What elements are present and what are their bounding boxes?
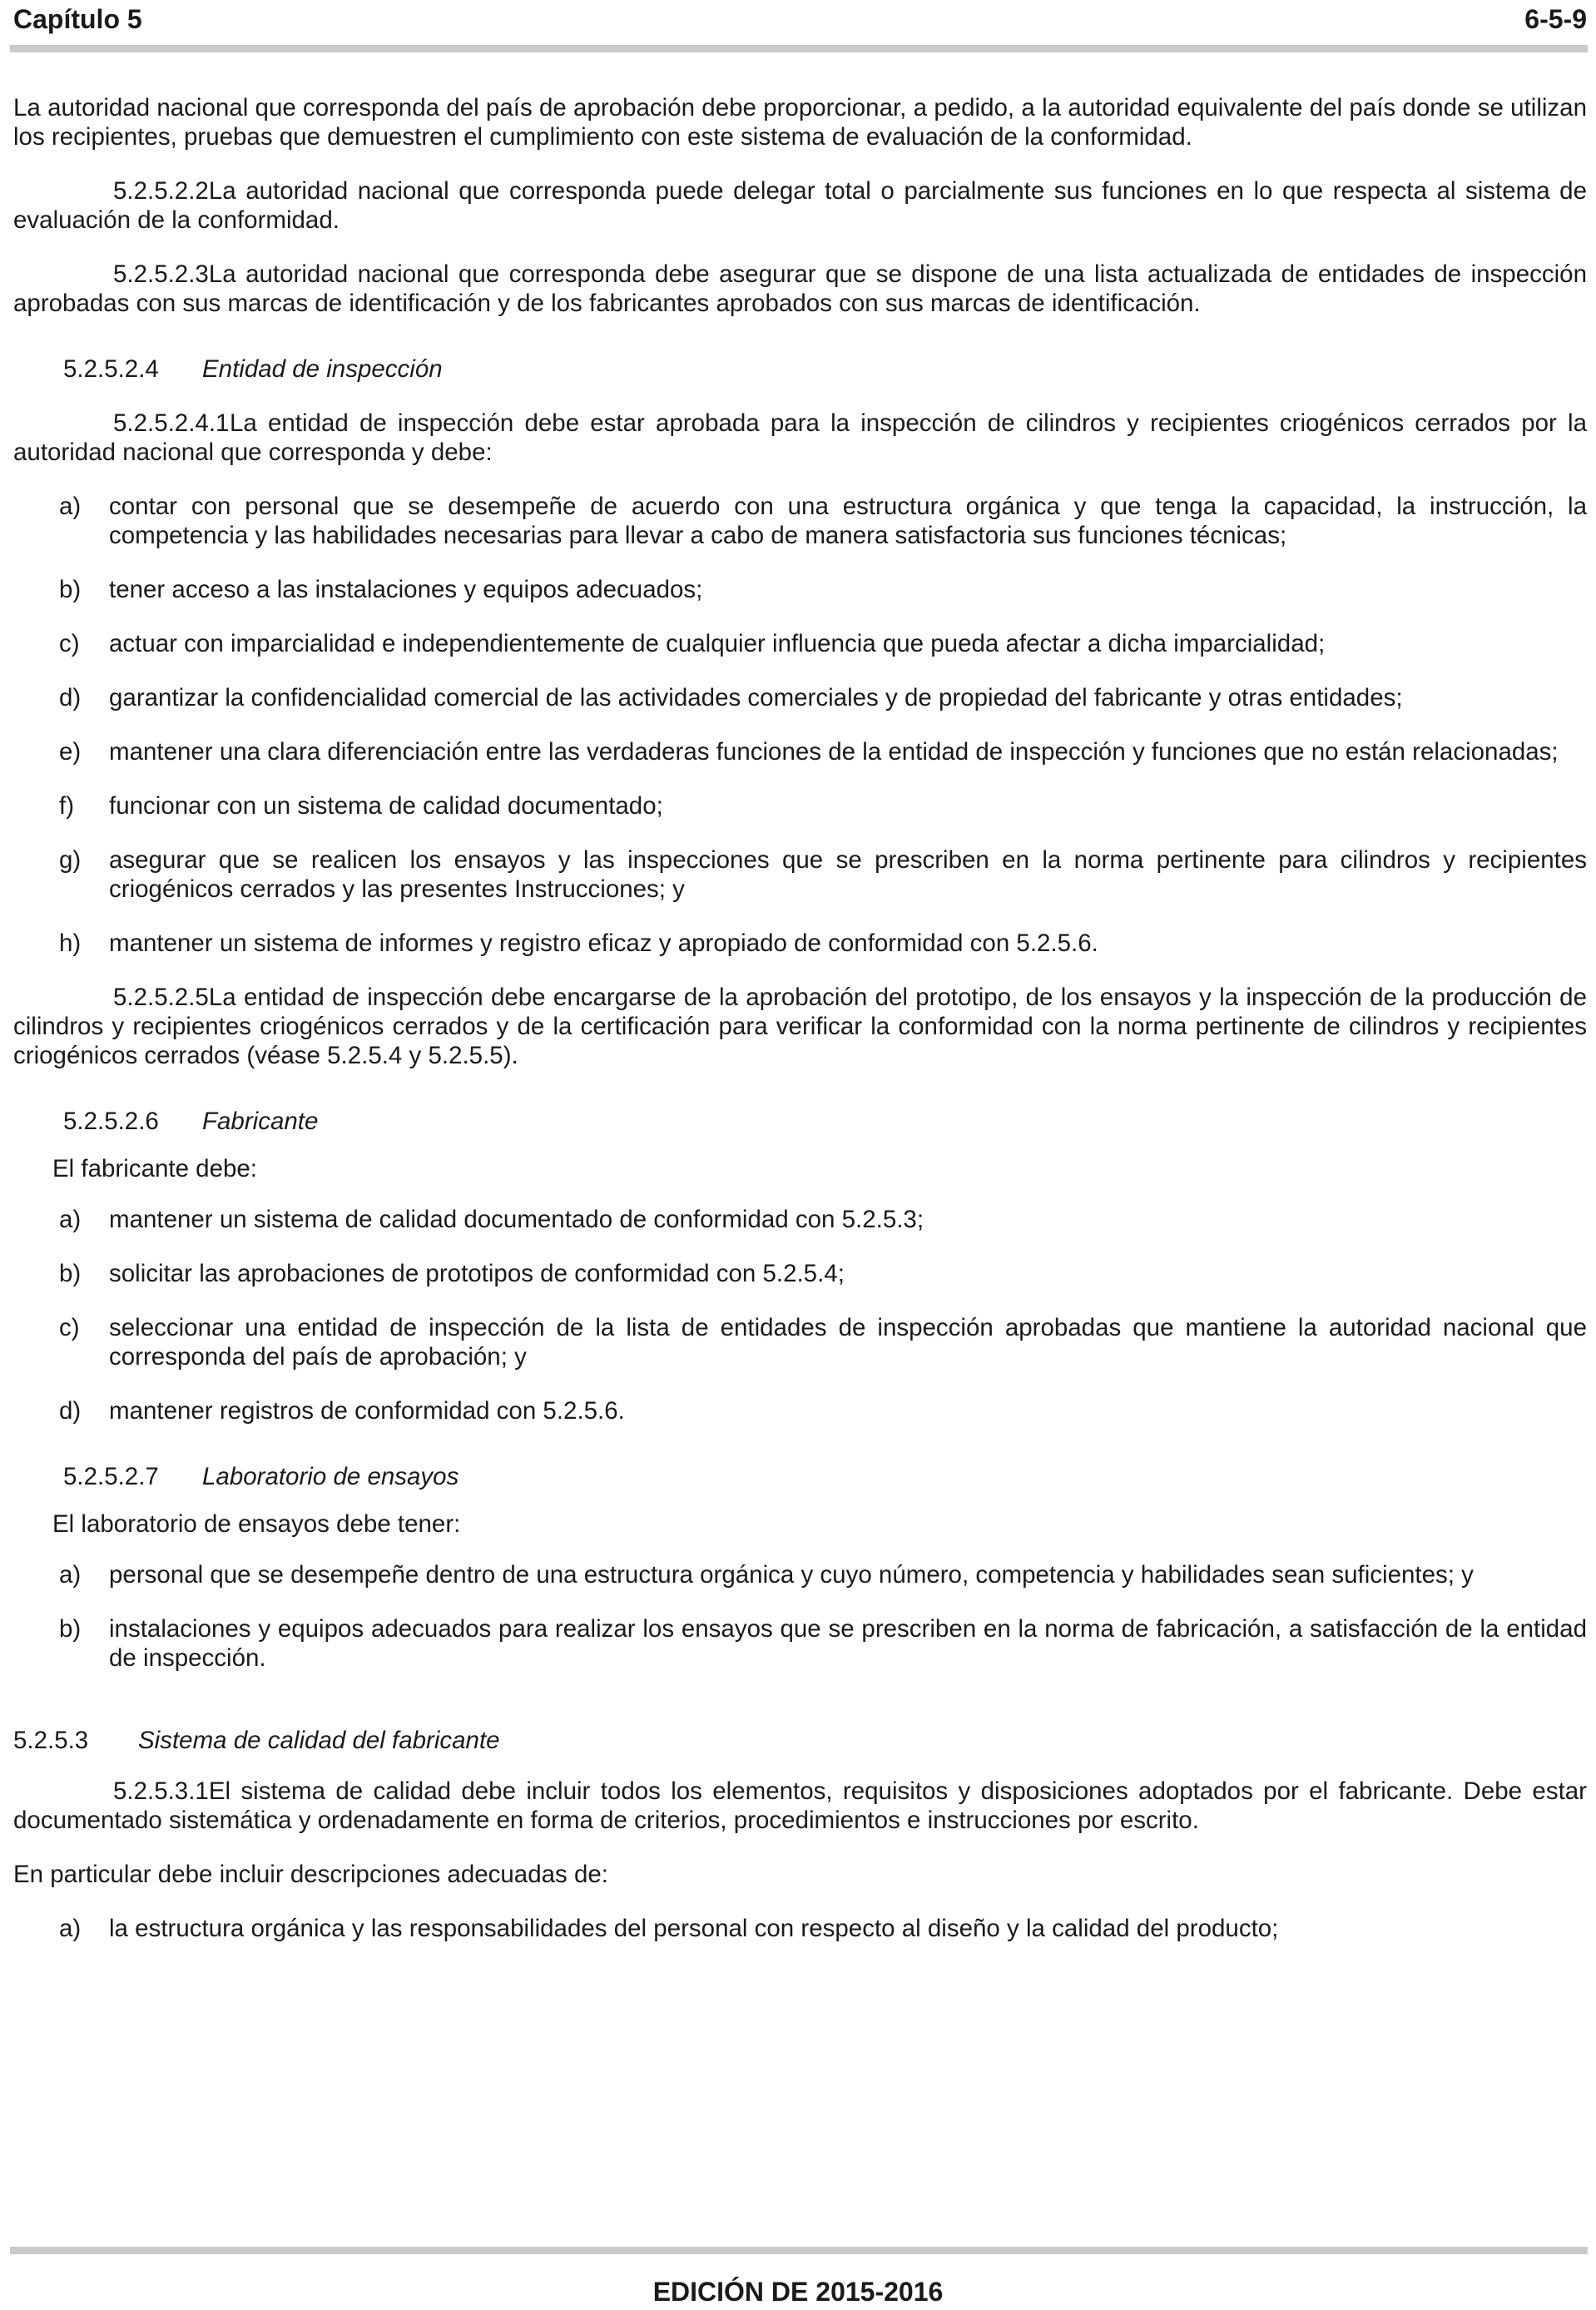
page-header <box>13 0 1587 38</box>
list-item: a) la estructura orgánica y las responsabilidades del personal con respecto al diseño y la calidad del producto; <box>59 1915 1279 1942</box>
section-number: 5.2.5.2.3 <box>113 260 209 288</box>
section-title: Sistema de calidad del fabricante <box>138 1727 500 1754</box>
intro-paragraph: La autoridad nacional que corresponda del país de aprobación debe proporcionar, a pedido, a la autoridad equivalente del país donde se utilizan los recipientes, pruebas que demuestren el cumplimiento con este sistema de evaluación de la conformidad. <box>13 94 1587 151</box>
list-item: c) seleccionar una entidad de inspección de la lista de entidades de inspección aprobadas que mantiene la autoridad nacional que corresponda del país de aprobación; y <box>59 1314 1587 1371</box>
section-number: 5.2.5.2.5 <box>113 984 209 1011</box>
section-text: La autoridad nacional que corresponda puede delegar total o parcialmente sus funciones en lo que respecta al sistema de evaluación de la conformidad. <box>13 177 1587 234</box>
document-body <box>13 93 1587 1968</box>
section-number: 5.2.5.2.6 <box>63 1108 159 1135</box>
section-number: 5.2.5.3.1 <box>113 1777 209 1805</box>
section-text: La autoridad nacional que corresponda debe asegurar que se dispone de una lista actualizada de entidades de inspección aprobadas con sus marcas de identificación y de los fabricantes aprobados con sus marcas de identificación. <box>13 260 1587 317</box>
section-number: 5.2.5.3 <box>13 1727 89 1754</box>
header-rule <box>10 45 1588 52</box>
footer-rule <box>10 2247 1588 2254</box>
list-item: a) mantener un sistema de calidad documentado de conformidad con 5.2.5.3; <box>59 1206 924 1233</box>
quality-lead: En particular debe incluir descripciones adecuadas de: <box>13 1861 608 1888</box>
list-item: d) mantener registros de conformidad con 5.2.5.6. <box>59 1397 625 1425</box>
section-number: 5.2.5.2.7 <box>63 1463 159 1490</box>
section-text: La entidad de inspección debe estar aprobada para la inspección de cilindros y recipientes criogénicos cerrados por la autoridad nacional que corresponda y debe: <box>13 409 1587 466</box>
heading-5-2-5-2-7 <box>13 1462 1587 1491</box>
list-item: g) asegurar que se realicen los ensayos y las inspecciones que se prescriben en la norma pertinente para cilindros y recipientes criogénicos cerrados y las presentes Instrucciones; y <box>59 846 1587 903</box>
section-number: 5.2.5.2.4.1 <box>113 409 230 437</box>
section-5-2-5-2-3 <box>13 260 1587 318</box>
section-text: La entidad de inspección debe encargarse de la aprobación del prototipo, de los ensayos y la inspección de la producción de cilindros y recipientes criogénicos cerrados y de la certificación para verificar la conformidad con la norma pertinente de cilindros y recipientes criogénicos cerrados (véase 5.2.5.4 y 5.2.5.5). <box>13 984 1587 1069</box>
chapter-title: Capítulo 5 <box>13 3 142 34</box>
lab-lead: El laboratorio de ensayos debe tener: <box>52 1510 461 1538</box>
heading-5-2-5-2-4 <box>13 354 1587 384</box>
section-number: 5.2.5.2.2 <box>113 177 209 205</box>
section-title: Entidad de inspección <box>202 355 443 383</box>
list-item: c) actuar con imparcialidad e independientemente de cualquier influencia que pueda afectar a dicha imparcialidad; <box>59 630 1326 657</box>
list-item: b) instalaciones y equipos adecuados para realizar los ensayos que se prescriben en la norma de fabricación, a satisfacción de la entidad de inspección. <box>59 1615 1587 1672</box>
list-item: e) mantener una clara diferenciación entre las verdaderas funciones de la entidad de inspección y funciones que no están relacionadas; <box>59 738 1559 766</box>
section-5-2-5-2-5 <box>13 983 1587 1070</box>
page-number: 6-5-9 <box>1524 3 1587 34</box>
section-5-2-5-2-2 <box>13 176 1587 235</box>
manufacturer-list <box>13 1205 1587 1425</box>
list-item: b) solicitar las aprobaciones de prototipos de conformidad con 5.2.5.4; <box>59 1260 845 1287</box>
manufacturer-lead: El fabricante debe: <box>52 1155 257 1182</box>
inspection-entity-list <box>13 492 1587 958</box>
list-item: f) funcionar con un sistema de calidad documentado; <box>59 792 663 820</box>
list-item: a) contar con personal que se desempeñe de acuerdo con una estructura orgánica y que tenga la capacidad, la instrucción, la competencia y las habilidades necesarias para llevar a cabo de manera satisfactoria sus funciones técnicas; <box>59 493 1587 549</box>
section-text: El sistema de calidad debe incluir todos los elementos, requisitos y disposiciones adoptados por el fabricante. Debe estar documentado sistemática y ordenadamente en forma de criterios, procedimientos e instrucciones por escrito. <box>13 1777 1587 1834</box>
list-item: h) mantener un sistema de informes y registro eficaz y apropiado de conformidad con 5.2.5.6. <box>59 929 1098 957</box>
section-number: 5.2.5.2.4 <box>63 355 159 383</box>
heading-5-2-5-3 <box>13 1726 1587 1755</box>
list-item: d) garantizar la confidencialidad comercial de las actividades comerciales y de propiedad del fabricante y otras entidades; <box>59 684 1403 711</box>
section-5-2-5-2-4-1 <box>13 409 1587 467</box>
list-item: a) personal que se desempeñe dentro de una estructura orgánica y cuyo número, competencia y habilidades sean suficientes; y <box>59 1561 1474 1589</box>
heading-5-2-5-2-6 <box>13 1107 1587 1136</box>
section-5-2-5-3-1 <box>13 1777 1587 1835</box>
list-item: b) tener acceso a las instalaciones y equipos adecuados; <box>59 576 703 603</box>
edition-footer: EDICIÓN DE 2015-2016 <box>652 2277 944 2307</box>
section-title: Fabricante <box>202 1108 319 1135</box>
quality-system-list <box>13 1914 1587 1943</box>
section-title: Laboratorio de ensayos <box>202 1463 459 1490</box>
laboratory-list <box>13 1560 1587 1673</box>
